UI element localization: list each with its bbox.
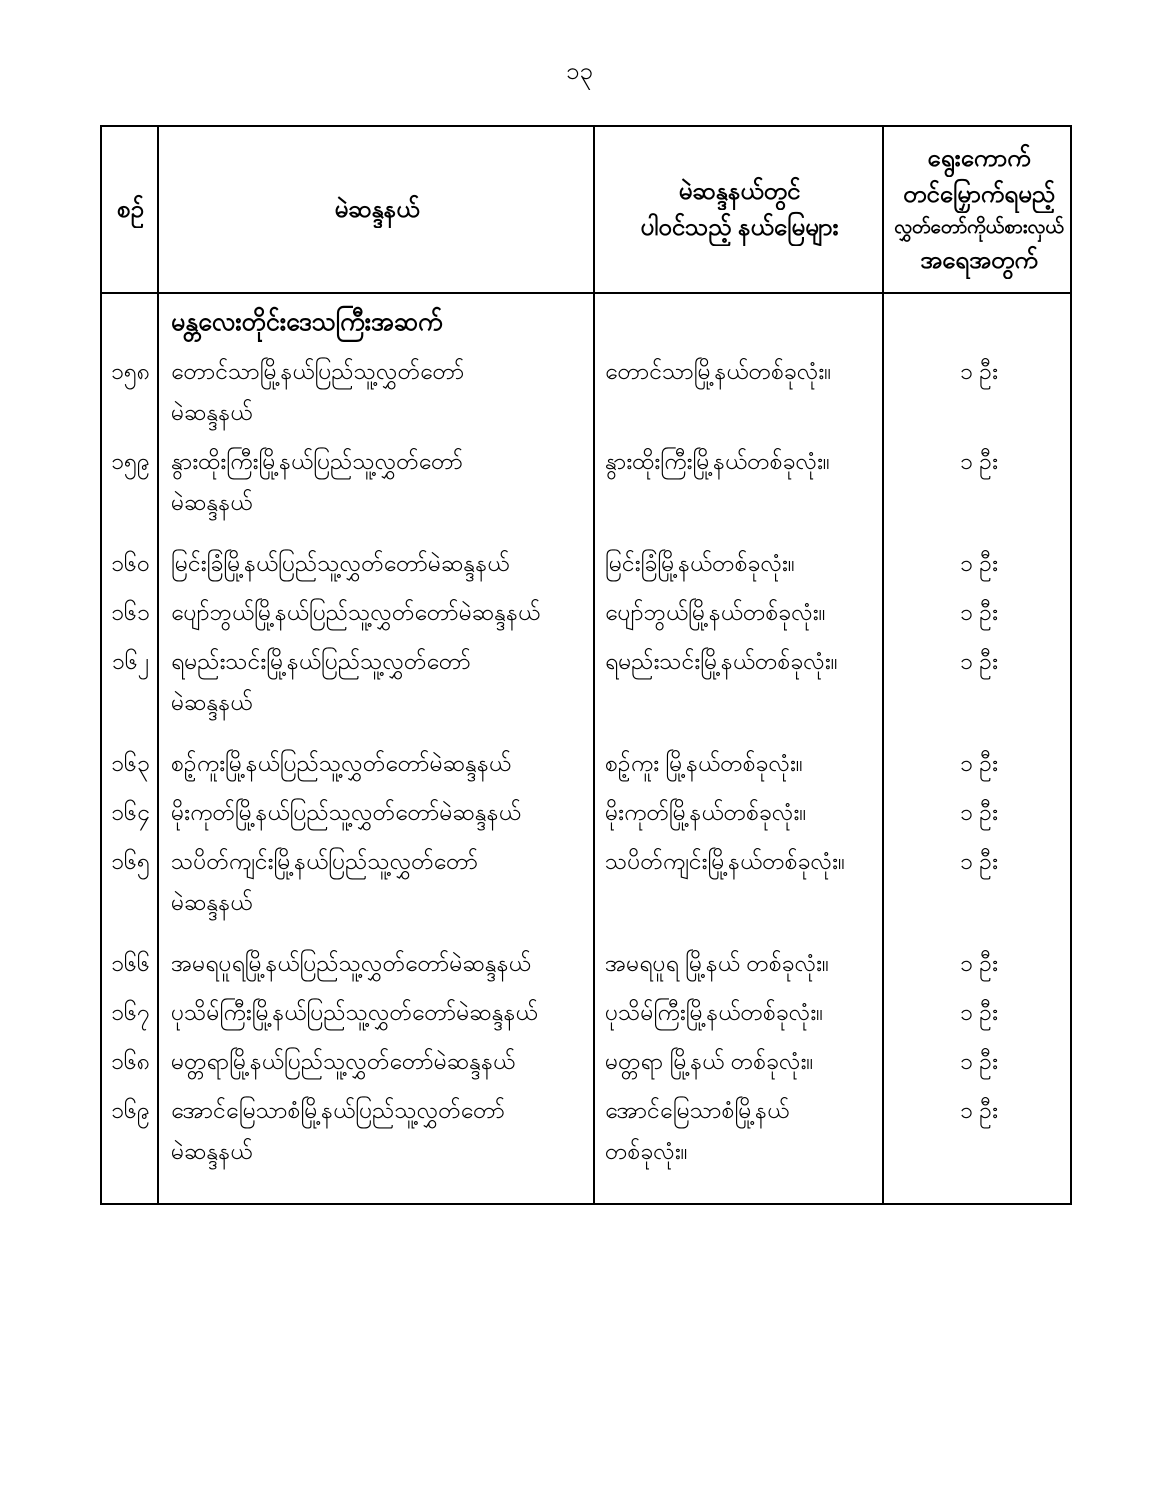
- areas-line: ပုသိမ်ကြီးမြို့နယ်တစ်ခုလုံး။: [605, 999, 824, 1025]
- constituency-line: အမရပူရမြို့နယ်ပြည်သူ့လွှတ်တော်မဲဆန္ဒနယ်: [171, 950, 531, 976]
- table-row: [102, 543, 1070, 592]
- constituency-line: နွားထိုးကြီးမြို့နယ်ပြည်သူ့လွှတ်တော်: [171, 448, 463, 474]
- reps-count: ၁ ဦး: [960, 1048, 998, 1074]
- constituency-line: ပျော်ဘွယ်မြို့နယ်ပြည်သူ့လွှတ်တော်မဲဆန္ဒနယ်: [171, 599, 541, 625]
- table-row: [102, 1041, 1070, 1090]
- areas-line: တစ်ခုလုံး။: [605, 1138, 688, 1164]
- section-areas-cell: [595, 302, 884, 343]
- areas-cell: [595, 351, 884, 433]
- constituency-cell: [159, 841, 595, 923]
- constituency-cell: [159, 351, 595, 433]
- constituency-line: မိုးကုတ်မြို့နယ်ပြည်သူ့လွှတ်တော်မဲဆန္ဒနယ်: [171, 799, 521, 825]
- constituency-line: မဲဆန္ဒနယ်: [171, 689, 253, 715]
- constituency-line: မဲဆန္ဒနယ်: [171, 1138, 253, 1164]
- section-header-row: [102, 302, 1070, 351]
- reps-count: ၁ ဦး: [960, 750, 998, 776]
- constituency-cell: [159, 743, 595, 784]
- table-row: [102, 992, 1070, 1041]
- reps-count: ၁ ဦး: [960, 550, 998, 576]
- row-number: ၁၆၇: [111, 999, 150, 1025]
- header-reps-line1: ရွေးကောက်: [927, 144, 1031, 172]
- areas-line: မြင်းခြံမြို့နယ်တစ်ခုလုံး။: [605, 550, 795, 576]
- reps-count: ၁ ဦး: [960, 799, 998, 825]
- areas-line: စဉ့်ကူး မြို့နယ်တစ်ခုလုံး။: [605, 750, 803, 776]
- areas-line: နွားထိုးကြီးမြို့နယ်တစ်ခုလုံး။: [605, 448, 830, 474]
- row-number: ၁၆၉: [111, 1097, 150, 1123]
- areas-cell: [595, 1090, 884, 1172]
- constituency-line: သပိတ်ကျင်းမြို့နယ်ပြည်သူ့လွှတ်တော်: [171, 848, 479, 874]
- table-header-row: [102, 127, 1070, 292]
- areas-cell: [595, 543, 884, 584]
- areas-cell: [595, 441, 884, 523]
- table-row: [102, 592, 1070, 641]
- page-number: ၁၃: [566, 58, 593, 85]
- table-row: [102, 1090, 1070, 1180]
- constituency-cell: [159, 592, 595, 633]
- header-no-label: စဉ်: [117, 195, 144, 223]
- areas-cell: [595, 992, 884, 1033]
- constituency-cell: [159, 1090, 595, 1172]
- areas-line: ရမည်းသင်းမြို့နယ်တစ်ခုလုံး။: [605, 648, 838, 674]
- row-number: ၁၆၅: [111, 848, 150, 874]
- row-number: ၁၆၁: [111, 599, 150, 625]
- table-row: [102, 792, 1070, 841]
- constituency-cell: [159, 1041, 595, 1082]
- constituency-table: [100, 125, 1072, 1205]
- constituency-line: တောင်သာမြို့နယ်ပြည်သူ့လွှတ်တော်: [171, 358, 465, 384]
- areas-cell: [595, 943, 884, 984]
- areas-cell: [595, 841, 884, 923]
- table-row: [102, 841, 1070, 943]
- constituency-line: မြင်းခြံမြို့နယ်ပြည်သူ့လွှတ်တော်မဲဆန္ဒနယ်: [171, 550, 510, 576]
- constituency-cell: [159, 992, 595, 1033]
- reps-count: ၁ ဦး: [960, 950, 998, 976]
- constituency-cell: [159, 441, 595, 523]
- row-number: ၁၅၉: [111, 448, 150, 474]
- header-reps-line3: လွှတ်တော်ကိုယ်စားလှယ်: [894, 216, 1064, 238]
- row-number: ၁၆၀: [111, 550, 150, 576]
- constituency-line: မဲဆန္ဒနယ်: [171, 399, 253, 425]
- section-title: မန္တလေးတိုင်းဒေသကြီးအဆက်: [171, 308, 443, 336]
- constituency-cell: [159, 943, 595, 984]
- areas-cell: [595, 592, 884, 633]
- table-row: [102, 441, 1070, 543]
- header-reps-line2: တင်မြှောက်ရမည့်: [903, 180, 1055, 208]
- constituency-cell: [159, 543, 595, 584]
- reps-count: ၁ ဦး: [960, 648, 998, 674]
- reps-count: ၁ ဦး: [960, 1097, 998, 1123]
- areas-cell: [595, 792, 884, 833]
- areas-line: မိုးကုတ်မြို့နယ်တစ်ခုလုံး။: [605, 799, 807, 825]
- reps-count: ၁ ဦး: [960, 358, 998, 384]
- reps-count: ၁ ဦး: [960, 848, 998, 874]
- row-number: ၁၆၂: [111, 648, 150, 674]
- constituency-line: အောင်မြေသာစံမြို့နယ်ပြည်သူ့လွှတ်တော်: [171, 1097, 506, 1123]
- areas-cell: [595, 1041, 884, 1082]
- areas-cell: [595, 743, 884, 784]
- reps-count: ၁ ဦး: [960, 448, 998, 474]
- header-areas-line2: ပါဝင်သည့် နယ်မြေများ: [640, 213, 839, 241]
- section-reps-cell: [884, 302, 1070, 343]
- areas-line: အောင်မြေသာစံမြို့နယ်: [605, 1097, 790, 1123]
- row-number: ၁၆၈: [110, 1048, 150, 1074]
- constituency-line: ပုသိမ်ကြီးမြို့နယ်ပြည်သူ့လွှတ်တော်မဲဆန္ဒနယ်: [171, 999, 538, 1025]
- reps-count: ၁ ဦး: [960, 999, 998, 1025]
- table-row: [102, 351, 1070, 441]
- table-body: [102, 294, 1070, 1203]
- row-number: ၁၆၆: [111, 950, 150, 976]
- header-constituency: [159, 127, 595, 292]
- areas-line: သပိတ်ကျင်းမြို့နယ်တစ်ခုလုံး။: [605, 848, 845, 874]
- areas-line: မတ္တရာ မြို့နယ် တစ်ခုလုံး။: [605, 1048, 814, 1074]
- areas-cell: [595, 641, 884, 723]
- table-row: [102, 641, 1070, 743]
- areas-line: ပျော်ဘွယ်မြို့နယ်တစ်ခုလုံး။: [605, 599, 826, 625]
- header-areas-line1: မဲဆန္ဒနယ်တွင်: [678, 177, 801, 205]
- areas-line: တောင်သာမြို့နယ်တစ်ခုလုံး။: [605, 358, 832, 384]
- row-number: ၁၆၃: [111, 750, 150, 776]
- constituency-cell: [159, 792, 595, 833]
- table-row: [102, 943, 1070, 992]
- table-row: [102, 743, 1070, 792]
- header-no: [102, 127, 159, 292]
- header-areas: [595, 127, 884, 292]
- header-reps: [884, 127, 1074, 292]
- constituency-line: မဲဆန္ဒနယ်: [171, 889, 253, 915]
- constituency-line: မဲဆန္ဒနယ်: [171, 489, 253, 515]
- row-number: ၁၆၄: [111, 799, 150, 825]
- constituency-line: ရမည်းသင်းမြို့နယ်ပြည်သူ့လွှတ်တော်: [171, 648, 471, 674]
- header-constituency-label: မဲဆန္ဒနယ်: [334, 195, 420, 223]
- reps-count: ၁ ဦး: [960, 599, 998, 625]
- constituency-cell: [159, 641, 595, 723]
- section-no-cell: [102, 302, 159, 343]
- constituency-line: မတ္တရာမြို့နယ်ပြည်သူ့လွှတ်တော်မဲဆန္ဒနယ်: [171, 1048, 516, 1074]
- row-number: ၁၅၈: [110, 358, 150, 384]
- constituency-line: စဉ့်ကူးမြို့နယ်ပြည်သူ့လွှတ်တော်မဲဆန္ဒနယ်: [171, 750, 512, 776]
- areas-line: အမရပူရ မြို့နယ် တစ်ခုလုံး။: [605, 950, 829, 976]
- header-reps-line4: အရေအတွက်: [920, 246, 1038, 274]
